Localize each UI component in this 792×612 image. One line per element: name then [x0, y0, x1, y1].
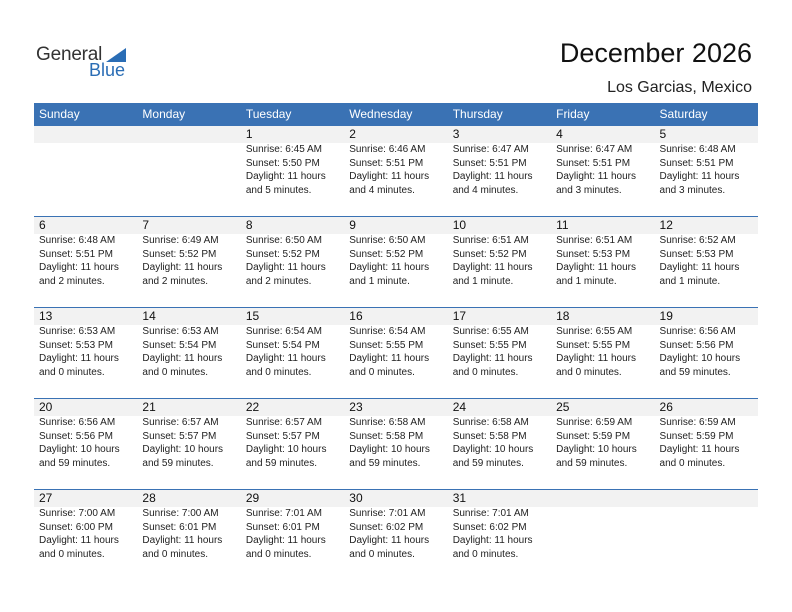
daylight-minutes-text: and 0 minutes.	[452, 366, 519, 378]
daylight-text: Daylight: 10 hours	[142, 444, 224, 455]
sunrise-text: Sunrise: 6:48 AM	[39, 235, 116, 246]
daylight-minutes-text: and 0 minutes.	[659, 457, 726, 469]
daylight-text: Daylight: 11 hours	[245, 171, 326, 182]
week-row	[34, 308, 758, 379]
sunrise-text: Sunrise: 7:01 AM	[245, 508, 322, 519]
day-cell	[448, 217, 551, 288]
daylight-text: Daylight: 11 hours	[349, 353, 430, 364]
sunset-text: Sunset: 5:53 PM	[556, 248, 631, 260]
daylight-minutes-text: and 3 minutes.	[556, 184, 622, 196]
sunset-text: Sunset: 5:54 PM	[245, 339, 320, 351]
day-number: 24	[452, 400, 467, 414]
day-number: 10	[452, 218, 467, 232]
day-number: 17	[452, 309, 467, 323]
empty-day-cell	[34, 126, 137, 197]
empty-day-cell	[655, 490, 758, 561]
sunset-text: Sunset: 5:53 PM	[659, 248, 734, 260]
sunset-text: Sunset: 5:52 PM	[142, 248, 217, 260]
daylight-text: Daylight: 11 hours	[349, 171, 430, 182]
daylight-text: Daylight: 11 hours	[39, 262, 119, 273]
sunset-text: Sunset: 5:52 PM	[349, 248, 424, 260]
day-cell	[34, 217, 137, 288]
daylight-minutes-text: and 0 minutes.	[245, 366, 312, 378]
daylight-minutes-text: and 4 minutes.	[349, 184, 415, 196]
sunset-text: Sunset: 6:01 PM	[142, 521, 217, 533]
weekday-label: Tuesday	[245, 107, 292, 121]
day-cell	[448, 399, 551, 470]
daylight-text: Daylight: 11 hours	[349, 262, 430, 273]
daylight-minutes-text: and 0 minutes.	[142, 548, 209, 560]
day-number: 30	[349, 491, 363, 505]
day-number: 1	[245, 127, 253, 141]
weekday-header	[34, 103, 758, 126]
day-cell	[551, 308, 654, 379]
day-number: 20	[39, 400, 53, 414]
day-number: 3	[452, 127, 460, 141]
sunrise-text: Sunrise: 6:47 AM	[452, 144, 529, 155]
week-row	[34, 126, 758, 197]
daylight-text: Daylight: 10 hours	[659, 353, 741, 364]
day-cell	[344, 217, 447, 288]
page-title: December 2026	[559, 38, 752, 68]
empty-day-cell	[551, 490, 654, 561]
sunset-text: Sunset: 5:55 PM	[349, 339, 424, 351]
sunset-text: Sunset: 5:59 PM	[556, 430, 631, 442]
daylight-text: Daylight: 10 hours	[556, 444, 637, 455]
calendar-week	[34, 126, 758, 216]
daylight-minutes-text: and 0 minutes.	[349, 548, 415, 560]
sunset-text: Sunset: 5:56 PM	[39, 430, 113, 442]
daylight-minutes-text: and 0 minutes.	[245, 548, 312, 560]
logo	[36, 44, 146, 84]
sunset-text: Sunset: 5:55 PM	[452, 339, 527, 351]
sunset-text: Sunset: 5:55 PM	[556, 339, 631, 351]
logo-blue-text: Blue	[89, 60, 126, 80]
sunset-text: Sunset: 5:57 PM	[142, 430, 217, 442]
day-number: 16	[349, 309, 363, 323]
sunrise-text: Sunrise: 6:45 AM	[245, 144, 322, 155]
calendar-week	[34, 489, 758, 580]
weekday-label: Saturday	[659, 107, 708, 121]
daylight-text: Daylight: 11 hours	[556, 353, 636, 364]
day-cell	[551, 217, 654, 288]
sunset-text: Sunset: 5:52 PM	[245, 248, 320, 260]
daylight-text: Daylight: 11 hours	[452, 171, 533, 182]
sunset-text: Sunset: 6:02 PM	[452, 521, 527, 533]
sunrise-text: Sunrise: 7:00 AM	[142, 508, 219, 519]
sunset-text: Sunset: 5:58 PM	[349, 430, 424, 442]
day-number: 6	[39, 218, 46, 232]
sunset-text: Sunset: 5:51 PM	[452, 157, 527, 169]
daylight-text: Daylight: 11 hours	[245, 535, 326, 546]
daylight-minutes-text: and 0 minutes.	[452, 548, 519, 560]
day-cell	[655, 217, 758, 288]
sunrise-text: Sunrise: 6:59 AM	[556, 417, 633, 428]
day-cell	[137, 399, 240, 470]
day-cell	[448, 490, 551, 561]
calendar-grid	[34, 103, 758, 580]
calendar-week	[34, 398, 758, 489]
sunrise-text: Sunrise: 6:49 AM	[142, 235, 219, 246]
day-cell	[137, 490, 240, 561]
sunrise-text: Sunrise: 6:48 AM	[659, 144, 736, 155]
sunset-text: Sunset: 5:56 PM	[659, 339, 734, 351]
day-number: 4	[556, 127, 563, 141]
daylight-text: Daylight: 11 hours	[556, 171, 636, 182]
sunrise-text: Sunrise: 7:01 AM	[452, 508, 529, 519]
daylight-text: Daylight: 11 hours	[452, 353, 533, 364]
daylight-minutes-text: and 0 minutes.	[142, 366, 209, 378]
day-number: 8	[245, 218, 253, 232]
daylight-minutes-text: and 59 minutes.	[245, 457, 318, 469]
day-cell	[241, 217, 344, 288]
daylight-text: Daylight: 11 hours	[39, 353, 119, 364]
sunset-text: Sunset: 5:51 PM	[556, 157, 631, 169]
sunrise-text: Sunrise: 6:55 AM	[556, 326, 633, 337]
daylight-text: Daylight: 11 hours	[659, 444, 740, 455]
sunset-text: Sunset: 6:00 PM	[39, 521, 113, 533]
calendar-week	[34, 216, 758, 307]
day-number: 26	[659, 400, 673, 414]
daylight-minutes-text: and 0 minutes.	[39, 548, 105, 560]
weekday-label: Wednesday	[349, 107, 413, 121]
weekday-label: Sunday	[39, 107, 80, 121]
daylight-minutes-text: and 2 minutes.	[245, 275, 312, 287]
sunrise-text: Sunrise: 6:58 AM	[452, 417, 529, 428]
week-row	[34, 490, 758, 561]
day-number: 25	[556, 400, 570, 414]
daylight-text: Daylight: 11 hours	[39, 535, 119, 546]
sunrise-text: Sunrise: 6:54 AM	[349, 326, 426, 337]
daylight-minutes-text: and 59 minutes.	[659, 366, 731, 378]
daylight-minutes-text: and 59 minutes.	[349, 457, 421, 469]
day-number: 22	[245, 400, 260, 414]
daylight-text: Daylight: 10 hours	[452, 444, 534, 455]
daylight-minutes-text: and 1 minute.	[659, 275, 721, 287]
day-number: 15	[245, 309, 260, 323]
sunset-text: Sunset: 5:52 PM	[452, 248, 527, 260]
day-cell	[34, 490, 137, 561]
weekday-label: Friday	[556, 107, 590, 121]
sunset-text: Sunset: 6:01 PM	[245, 521, 320, 533]
day-cell	[241, 490, 344, 561]
day-cell	[137, 217, 240, 288]
daylight-text: Daylight: 11 hours	[142, 262, 223, 273]
daylight-text: Daylight: 11 hours	[659, 171, 740, 182]
weeks-container	[34, 126, 758, 580]
day-number: 21	[142, 400, 156, 414]
sunset-text: Sunset: 5:51 PM	[39, 248, 113, 260]
day-cell	[551, 126, 654, 197]
sunrise-text: Sunrise: 6:56 AM	[39, 417, 116, 428]
sunrise-text: Sunrise: 6:57 AM	[245, 417, 322, 428]
daylight-minutes-text: and 5 minutes.	[245, 184, 312, 196]
sunset-text: Sunset: 5:57 PM	[245, 430, 320, 442]
day-cell	[344, 308, 447, 379]
sunset-text: Sunset: 6:02 PM	[349, 521, 424, 533]
day-number: 14	[142, 309, 156, 323]
day-cell	[137, 308, 240, 379]
day-cell	[344, 399, 447, 470]
sunrise-text: Sunrise: 6:59 AM	[659, 417, 736, 428]
weekday-label: Thursday	[452, 107, 503, 121]
sunrise-text: Sunrise: 6:51 AM	[556, 235, 633, 246]
sunset-text: Sunset: 5:58 PM	[452, 430, 527, 442]
sunrise-text: Sunrise: 6:50 AM	[349, 235, 426, 246]
day-number: 28	[142, 491, 156, 505]
day-number: 31	[452, 491, 467, 505]
sunset-text: Sunset: 5:51 PM	[349, 157, 424, 169]
daylight-minutes-text: and 59 minutes.	[556, 457, 628, 469]
day-cell	[241, 399, 344, 470]
day-cell	[448, 126, 551, 197]
sunrise-text: Sunrise: 6:51 AM	[452, 235, 529, 246]
daylight-text: Daylight: 11 hours	[659, 262, 740, 273]
day-cell	[241, 126, 344, 197]
sunset-text: Sunset: 5:51 PM	[659, 157, 734, 169]
daylight-minutes-text: and 2 minutes.	[39, 275, 105, 287]
daylight-text: Daylight: 11 hours	[556, 262, 636, 273]
daylight-minutes-text: and 0 minutes.	[556, 366, 622, 378]
sunset-text: Sunset: 5:54 PM	[142, 339, 217, 351]
day-cell	[344, 126, 447, 197]
sunrise-text: Sunrise: 6:53 AM	[39, 326, 116, 337]
day-cell	[655, 126, 758, 197]
calendar-week	[34, 307, 758, 398]
day-number: 13	[39, 309, 53, 323]
day-cell	[34, 399, 137, 470]
sunrise-text: Sunrise: 6:54 AM	[245, 326, 322, 337]
day-number: 5	[659, 127, 667, 141]
day-number: 27	[39, 491, 53, 505]
location-subtitle: Los Garcias, Mexico	[607, 79, 752, 96]
day-cell	[34, 308, 137, 379]
daylight-minutes-text: and 1 minute.	[349, 275, 410, 287]
empty-day-cell	[137, 126, 240, 197]
day-number: 19	[659, 309, 673, 323]
daylight-text: Daylight: 11 hours	[245, 262, 326, 273]
daylight-text: Daylight: 11 hours	[142, 535, 223, 546]
day-number: 29	[245, 491, 260, 505]
sunrise-text: Sunrise: 6:57 AM	[142, 417, 219, 428]
sunrise-text: Sunrise: 6:53 AM	[142, 326, 219, 337]
sunrise-text: Sunrise: 6:50 AM	[245, 235, 322, 246]
daylight-text: Daylight: 11 hours	[142, 353, 223, 364]
day-cell	[655, 399, 758, 470]
sunrise-text: Sunrise: 6:52 AM	[659, 235, 736, 246]
day-number: 23	[349, 400, 363, 414]
daylight-minutes-text: and 1 minute.	[452, 275, 514, 287]
daylight-text: Daylight: 10 hours	[245, 444, 327, 455]
day-number: 12	[659, 218, 673, 232]
day-number: 18	[556, 309, 570, 323]
day-cell	[241, 308, 344, 379]
logo-general-text: General	[36, 44, 103, 65]
sunset-text: Sunset: 5:50 PM	[245, 157, 320, 169]
daylight-minutes-text: and 1 minute.	[556, 275, 617, 287]
daylight-text: Daylight: 11 hours	[349, 535, 430, 546]
day-cell	[551, 399, 654, 470]
day-number: 9	[349, 218, 356, 232]
daylight-minutes-text: and 59 minutes.	[452, 457, 524, 469]
daylight-minutes-text: and 0 minutes.	[39, 366, 105, 378]
day-number: 11	[556, 218, 569, 232]
weekday-label: Monday	[142, 107, 186, 121]
daylight-text: Daylight: 11 hours	[452, 535, 533, 546]
daylight-minutes-text: and 59 minutes.	[142, 457, 214, 469]
sunrise-text: Sunrise: 6:47 AM	[556, 144, 633, 155]
day-number: 2	[349, 127, 356, 141]
daylight-minutes-text: and 4 minutes.	[452, 184, 519, 196]
sunrise-text: Sunrise: 6:55 AM	[452, 326, 529, 337]
daylight-text: Daylight: 10 hours	[349, 444, 430, 455]
sunrise-text: Sunrise: 6:46 AM	[349, 144, 426, 155]
sunrise-text: Sunrise: 6:56 AM	[659, 326, 736, 337]
daylight-text: Daylight: 11 hours	[452, 262, 533, 273]
day-cell	[344, 490, 447, 561]
daylight-minutes-text: and 0 minutes.	[349, 366, 415, 378]
sunrise-text: Sunrise: 7:00 AM	[39, 508, 116, 519]
daylight-minutes-text: and 2 minutes.	[142, 275, 209, 287]
sunrise-text: Sunrise: 6:58 AM	[349, 417, 426, 428]
sunset-text: Sunset: 5:53 PM	[39, 339, 113, 351]
sunrise-text: Sunrise: 7:01 AM	[349, 508, 426, 519]
day-cell	[448, 308, 551, 379]
day-cell	[655, 308, 758, 379]
week-row	[34, 399, 758, 470]
daylight-minutes-text: and 3 minutes.	[659, 184, 726, 196]
daylight-text: Daylight: 11 hours	[245, 353, 326, 364]
sunset-text: Sunset: 5:59 PM	[659, 430, 734, 442]
daylight-minutes-text: and 59 minutes.	[39, 457, 111, 469]
day-number: 7	[142, 218, 150, 232]
daylight-text: Daylight: 10 hours	[39, 444, 120, 455]
week-row	[34, 217, 758, 288]
